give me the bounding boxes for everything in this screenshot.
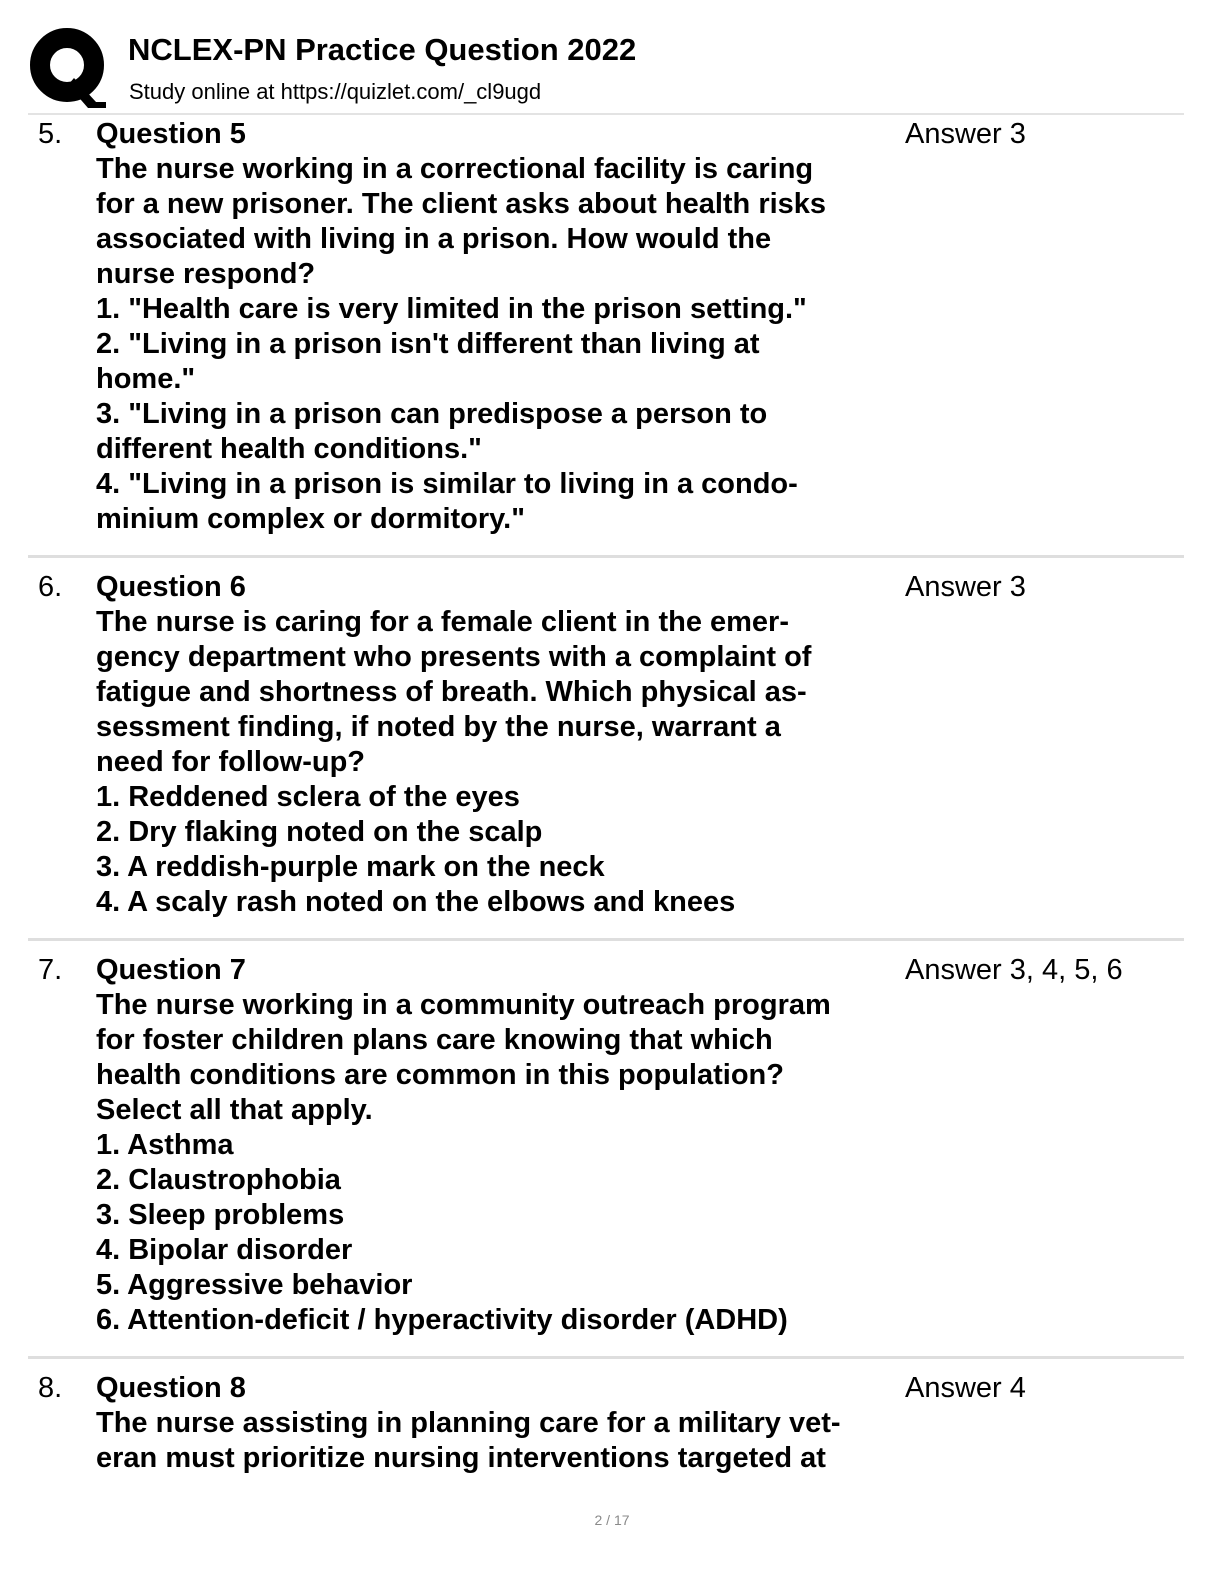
question-row bbox=[28, 1359, 1184, 1494]
page-header bbox=[0, 0, 1224, 112]
answer-text: Answer 3 bbox=[905, 118, 1026, 150]
question-row bbox=[28, 558, 1184, 941]
document-title: NCLEX-PN Practice Question 2022 bbox=[128, 32, 637, 67]
question-text-line: gency department who presents with a complaint of bbox=[96, 641, 812, 673]
question-list bbox=[0, 114, 1224, 1494]
question-text-line: The nurse assisting in planning care for a military vet- bbox=[96, 1407, 841, 1439]
question-title: Question 6 bbox=[96, 571, 246, 603]
question-text-line: fatigue and shortness of breath. Which physical as- bbox=[96, 676, 807, 708]
question-text-line: 2. "Living in a prison isn't different than living at bbox=[96, 328, 760, 360]
study-link-text: Study online at https://quizlet.com/_cl9ugd bbox=[129, 79, 542, 104]
question-text-line: 1. "Health care is very limited in the prison setting." bbox=[96, 293, 807, 325]
question-body bbox=[96, 953, 896, 1338]
question-title: Question 7 bbox=[96, 954, 246, 986]
question-text-line: associated with living in a prison. How would the bbox=[96, 223, 772, 255]
question-text-line: sessment finding, if noted by the nurse, warrant a bbox=[96, 711, 781, 743]
question-text-line: for a new prisoner. The client asks about health risks bbox=[96, 188, 827, 220]
question-text-line: The nurse working in a correctional facility is caring bbox=[96, 153, 814, 185]
question-text-line: 3. A reddish-purple mark on the neck bbox=[96, 851, 605, 883]
question-text-line: 4. Bipolar disorder bbox=[96, 1234, 353, 1266]
question-text-line: health conditions are common in this population? bbox=[96, 1059, 784, 1091]
question-text-line: 1. Reddened sclera of the eyes bbox=[96, 781, 520, 813]
question-text-line: eran must prioritize nursing interventions targeted at bbox=[96, 1442, 826, 1474]
question-title: Question 8 bbox=[96, 1372, 246, 1404]
question-body bbox=[96, 117, 896, 537]
answer-text: Answer 3, 4, 5, 6 bbox=[905, 954, 1123, 986]
question-text-line: 3. "Living in a prison can predispose a person to bbox=[96, 398, 768, 430]
question-text-line: 1. Asthma bbox=[96, 1129, 234, 1161]
question-number: 5. bbox=[38, 118, 63, 150]
answer-text: Answer 4 bbox=[905, 1372, 1026, 1404]
question-text-line: for foster children plans care knowing that which bbox=[96, 1024, 773, 1056]
question-text-line: home." bbox=[96, 363, 196, 395]
question-row bbox=[28, 114, 1184, 558]
question-row bbox=[28, 941, 1184, 1359]
question-text-line: need for follow-up? bbox=[96, 746, 366, 778]
question-text-line: nurse respond? bbox=[96, 258, 316, 290]
question-text-line: 6. Attention-deficit / hyperactivity disorder (ADHD) bbox=[96, 1304, 788, 1336]
quizlet-q-logo-icon bbox=[30, 28, 106, 108]
question-body bbox=[96, 1371, 896, 1476]
question-body bbox=[96, 570, 896, 920]
question-text-line: 2. Dry flaking noted on the scalp bbox=[96, 816, 543, 848]
question-number: 7. bbox=[38, 954, 63, 986]
question-text-line: 3. Sleep problems bbox=[96, 1199, 345, 1231]
question-text-line: 4. "Living in a prison is similar to living in a condo- bbox=[96, 468, 798, 500]
question-number: 8. bbox=[38, 1372, 63, 1404]
question-title: Question 5 bbox=[96, 118, 246, 150]
page-indicator: 2 / 17 bbox=[594, 1512, 630, 1528]
question-number: 6. bbox=[38, 571, 63, 603]
question-text-line: different health conditions." bbox=[96, 433, 482, 465]
answer-text: Answer 3 bbox=[905, 571, 1026, 603]
question-text-line: Select all that apply. bbox=[96, 1094, 373, 1126]
question-text-line: The nurse is caring for a female client in the emer- bbox=[96, 606, 789, 638]
question-text-line: 2. Claustrophobia bbox=[96, 1164, 341, 1196]
question-text-line: The nurse working in a community outreach program bbox=[96, 989, 831, 1021]
question-text-line: 4. A scaly rash noted on the elbows and knees bbox=[96, 886, 736, 918]
question-text-line: 5. Aggressive behavior bbox=[96, 1269, 413, 1301]
question-text-line: minium complex or dormitory." bbox=[96, 503, 525, 535]
